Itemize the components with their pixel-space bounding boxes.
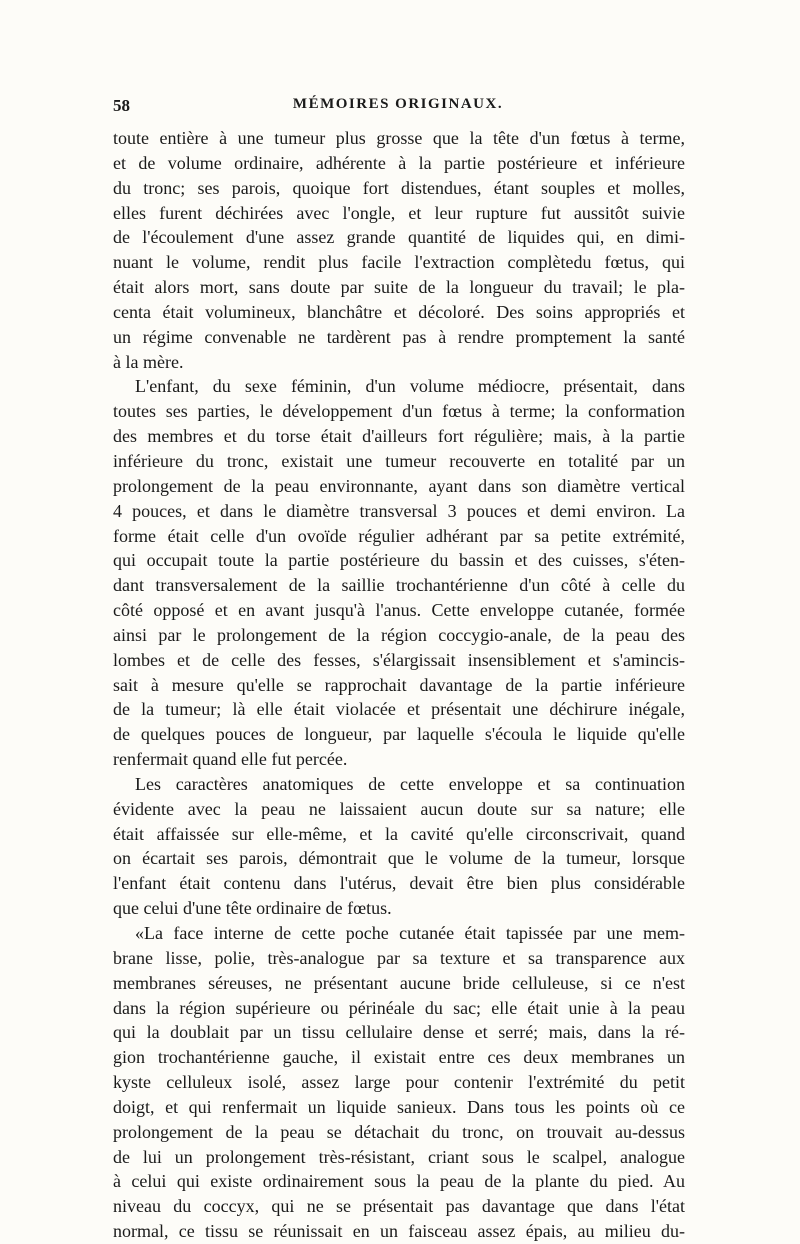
text-line: Les caractères anatomiques de cette enveloppe et sa continuation: [135, 773, 685, 794]
text-line: «La face interne de cette poche cutanée était tapissée par une mem-: [135, 923, 685, 943]
text-line: nuant le volume, rendit plus facile l'extraction complètedu fœtus, qui: [113, 252, 685, 273]
text-line: brane lisse, polie, très-analogue par sa texture et sa transparence aux: [113, 947, 685, 968]
text-line: un régime convenable ne tardèrent pas à rendre promptement la santé: [113, 326, 685, 347]
text-line: inférieure du tronc, existait une tumeur recouverte en totalité par un: [113, 450, 685, 471]
text-line: sait à mesure qu'elle se rapprochait davantage de la partie inférieure: [113, 674, 685, 695]
text-line: niveau du coccyx, qui ne se présentait pas davantage que dans l'état: [113, 1196, 685, 1217]
text-line: à celui qui existe ordinairement sous la peau de la plante du pied. Au: [113, 1171, 685, 1192]
text-line: du tronc; ses parois, quoique fort distendues, étant souples et molles,: [113, 177, 685, 198]
text-line: elles furent déchirées avec l'ongle, et leur rupture fut aussitôt suivie: [113, 202, 685, 223]
text-line: ainsi par le prolongement de la région coccygio-anale, de la peau des: [113, 624, 685, 645]
text-line: que celui d'une tête ordinaire de fœtus.: [113, 898, 392, 919]
page-number: 58: [113, 96, 130, 115]
text-line: toute entière à une tumeur plus grosse que la tête d'un fœtus à terme,: [113, 128, 685, 148]
text-line: à la mère.: [113, 351, 184, 372]
text-line: on écartait ses parois, démontrait que le volume de la tumeur, lorsque: [113, 848, 685, 869]
text-line: de quelques pouces de longueur, par laquelle s'écoula le liquide qu'elle: [113, 724, 685, 745]
text-line: était affaissée sur elle-même, et la cavité qu'elle circonscrivait, quand: [113, 823, 685, 844]
text-line: toutes ses parties, le développement d'un fœtus à terme; la conformation: [113, 401, 685, 422]
text-line: prolongement de la peau environnante, ayant dans son diamètre vertical: [113, 475, 685, 496]
text-line: était alors mort, sans doute par suite de la longueur du travail; le pla-: [113, 277, 685, 298]
text-line: gion trochantérienne gauche, il existait entre ces deux membranes un: [113, 1047, 685, 1068]
text-line: 4 pouces, et dans le diamètre transversal 3 pouces et demi environ. La: [113, 500, 685, 521]
text-line: dans la région supérieure ou périnéale du sac; elle était unie à la peau: [113, 997, 685, 1018]
text-line: kyste celluleux isolé, assez large pour contenir l'extrémité du petit: [113, 1072, 685, 1093]
text-line: de l'écoulement d'une assez grande quantité de liquides qui, en dimi-: [113, 227, 685, 248]
text-line: qui occupait toute la partie postérieure du bassin et des cuisses, s'éten-: [113, 550, 685, 571]
text-line: dant transversalement de la saillie trochantérienne d'un côté à celle du: [113, 575, 685, 596]
text-line: côté opposé et en avant jusqu'à l'anus. Cette enveloppe cutanée, formée: [113, 600, 685, 621]
text-line: évidente avec la peau ne laissaient aucun doute sur sa nature; elle: [113, 798, 685, 819]
text-line: l'enfant était contenu dans l'utérus, devait être bien plus considérable: [113, 873, 685, 894]
text-line: de la tumeur; là elle était violacée et présentait une déchirure inégale,: [113, 699, 685, 720]
text-line: centa était volumineux, blanchâtre et décoloré. Des soins appropriés et: [113, 301, 685, 322]
text-line: forme était celle d'un ovoïde régulier adhérant par sa petite extrémité,: [113, 525, 685, 546]
text-line: doigt, et qui renfermait un liquide sanieux. Dans tous les points où ce: [113, 1096, 685, 1117]
text-line: prolongement de la peau se détachait du tronc, on trouvait au-dessus: [113, 1121, 685, 1142]
text-line: de lui un prolongement très-résistant, criant sous le scalpel, analogue: [113, 1146, 685, 1167]
text-line: et de volume ordinaire, adhérente à la partie postérieure et inférieure: [113, 152, 685, 173]
text-line: lombes et de celle des fesses, s'élargissait insensiblement et s'amincis-: [113, 649, 685, 670]
body-text: [113, 126, 685, 1244]
text-line: membranes séreuses, ne présentant aucune bride celluleuse, si ce n'est: [113, 972, 685, 993]
text-line: L'enfant, du sexe féminin, d'un volume médiocre, présentait, dans: [135, 376, 685, 397]
running-title: MÉMOIRES ORIGINAUX.: [292, 96, 504, 112]
text-line: des membres et du torse était d'ailleurs fort régulière; mais, à la partie: [113, 426, 685, 447]
page-header: [113, 96, 683, 120]
text-line: normal, ce tissu se réunissait en un faisceau assez épais, au milieu du-: [113, 1221, 685, 1242]
text-line: qui la doublait par un tissu cellulaire dense et serré; mais, dans la ré-: [113, 1022, 685, 1043]
text-line: renfermait quand elle fut percée.: [113, 749, 348, 770]
